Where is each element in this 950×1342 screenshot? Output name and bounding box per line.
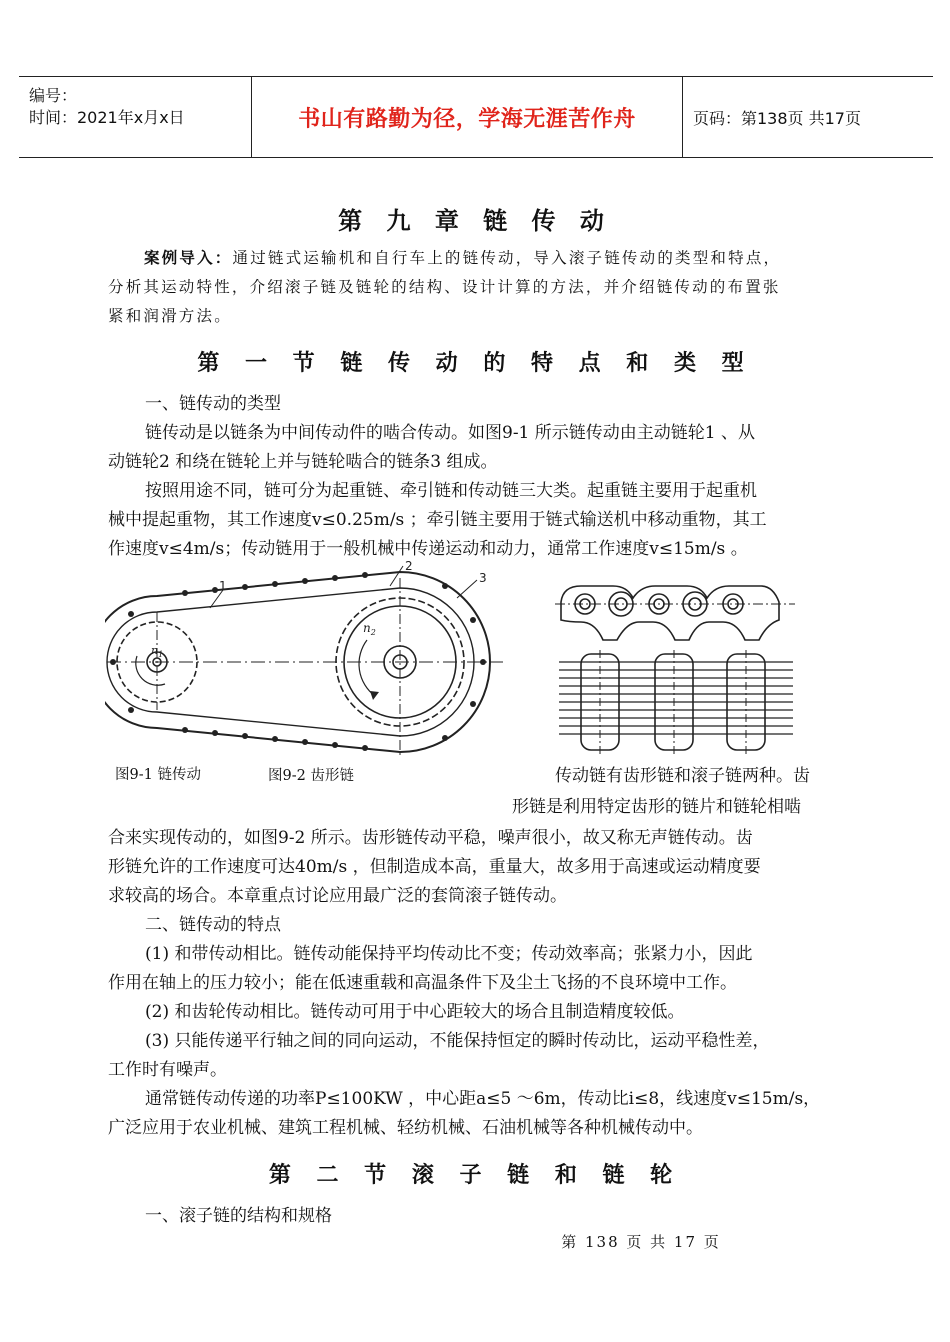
fig1-label-1: 1 [219, 579, 227, 593]
item-3-line-2: 工作时有噪声。 [108, 1060, 227, 1080]
item-2-line-1: (2) 和齿轮传动相比。链传动可用于中心距较大的场合且制造精度较低。 [145, 1002, 685, 1022]
item-3-line-1: (3) 只能传递平行轴之间的同向运动，不能保持恒定的瞬时传动比，运动平稳性差， [145, 1031, 770, 1051]
para-2-line-2: 械中提起重物，其工作速度v≤0.25m/s ；牵引链主要用于链式输送机中移动重物，其工 [108, 510, 767, 530]
intro-label: 案例导入： [144, 248, 233, 267]
page-header [19, 76, 933, 158]
item-1-line-1: (1) 和带传动相比。链传动能保持平均传动比不变；传动效率高；张紧力小，因此 [145, 944, 753, 964]
header-info-cell [19, 77, 252, 157]
para-3-line-5: 求较高的场合。本章重点讨论应用最广泛的套筒滚子链传动。 [108, 886, 567, 906]
para-2-line-1: 按照用途不同，链可分为起重链、牵引链和传动链三大类。起重链主要用于起重机 [145, 481, 757, 501]
intro-line-3: 紧和润滑方法。 [108, 307, 232, 325]
para-3-line-4: 形链允许的工作速度可达40m/s ，但制造成本高，重量大，故多用于高速或运动精度要 [108, 857, 761, 877]
header-page-cell [683, 77, 933, 157]
section-2-heading-1: 一、滚子链的结构和规格 [145, 1206, 332, 1226]
para-3-line-3: 合来实现传动的，如图9-2 所示。齿形链传动平稳，噪声很小，故又称无声链传动。齿 [108, 828, 753, 848]
fig2-caption: 图9-2 齿形链 [268, 768, 354, 784]
item-1-line-2: 作用在轴上的压力较小；能在低速重载和高温条件下及尘土飞扬的不良环境中工作。 [108, 973, 737, 993]
para-2-line-3: 作速度v≤4m/s；传动链用于一般机械中传递运动和动力，通常工作速度v≤15m/s 。 [108, 539, 748, 559]
fig1-label-2: 2 [405, 560, 413, 573]
para-4-line-1: 通常链传动传递的功率P≤100KW ，中心距a≤5 ～6m，传动比i≤8，线速度v≤15m/s， [145, 1089, 821, 1109]
section-1-heading-1: 一、链传动的类型 [145, 394, 281, 414]
page-number-label: 页码：第138页 共17页 [693, 108, 861, 128]
header-motto-cell [252, 77, 683, 157]
section-1-heading-2: 二、链传动的特点 [145, 915, 281, 935]
para-4-line-2: 广泛应用于农业机械、建筑工程机械、轻纺机械、石油机械等各种机械传动中。 [108, 1118, 703, 1138]
fig1-n2: $n_2$ [363, 621, 376, 637]
figure-toothed-chain [555, 580, 800, 755]
chapter-title: 第 九 章 链 传 动 [338, 207, 612, 235]
number-label: 编号： [29, 86, 78, 105]
para-3-line-1: 传动链有齿形链和滚子链两种。齿 [555, 766, 810, 786]
para-1-line-1: 链传动是以链条为中间传动件的啮合传动。如图9-1 所示链传动由主动链轮1 、从 [145, 423, 755, 443]
motto: 书山有路勤为径，学海无涯苦作舟 [298, 106, 636, 132]
page-footer: 第 138 页 共 17 页 [561, 1233, 721, 1251]
intro-line-1 [144, 248, 781, 268]
fig1-n1: $n_1$ [151, 644, 164, 659]
intro-line-2: 分析其运动特性，介绍滚子链及链轮的结构、设计计算的方法，并介绍链传动的布置张 [108, 278, 781, 296]
para-3-line-2: 形链是利用特定齿形的链片和链轮相啮 [512, 797, 801, 817]
intro-text-1: 通过链式运输机和自行车上的链传动，导入滚子链传动的类型和特点， [232, 249, 782, 267]
figure-chain-drive [105, 560, 505, 760]
section-2-title: 第 二 节 滚 子 链 和 链 轮 [268, 1163, 682, 1188]
fig1-label-3: 3 [479, 571, 487, 585]
fig1-caption: 图9-1 链传动 [115, 767, 201, 783]
para-1-line-2: 动链轮2 和绕在链轮上并与链轮啮合的链条3 组成。 [108, 452, 498, 472]
section-1-title: 第 一 节 链 传 动 的 特 点 和 类 型 [197, 351, 753, 376]
time-label: 时间：2021年x月x日 [29, 108, 185, 127]
